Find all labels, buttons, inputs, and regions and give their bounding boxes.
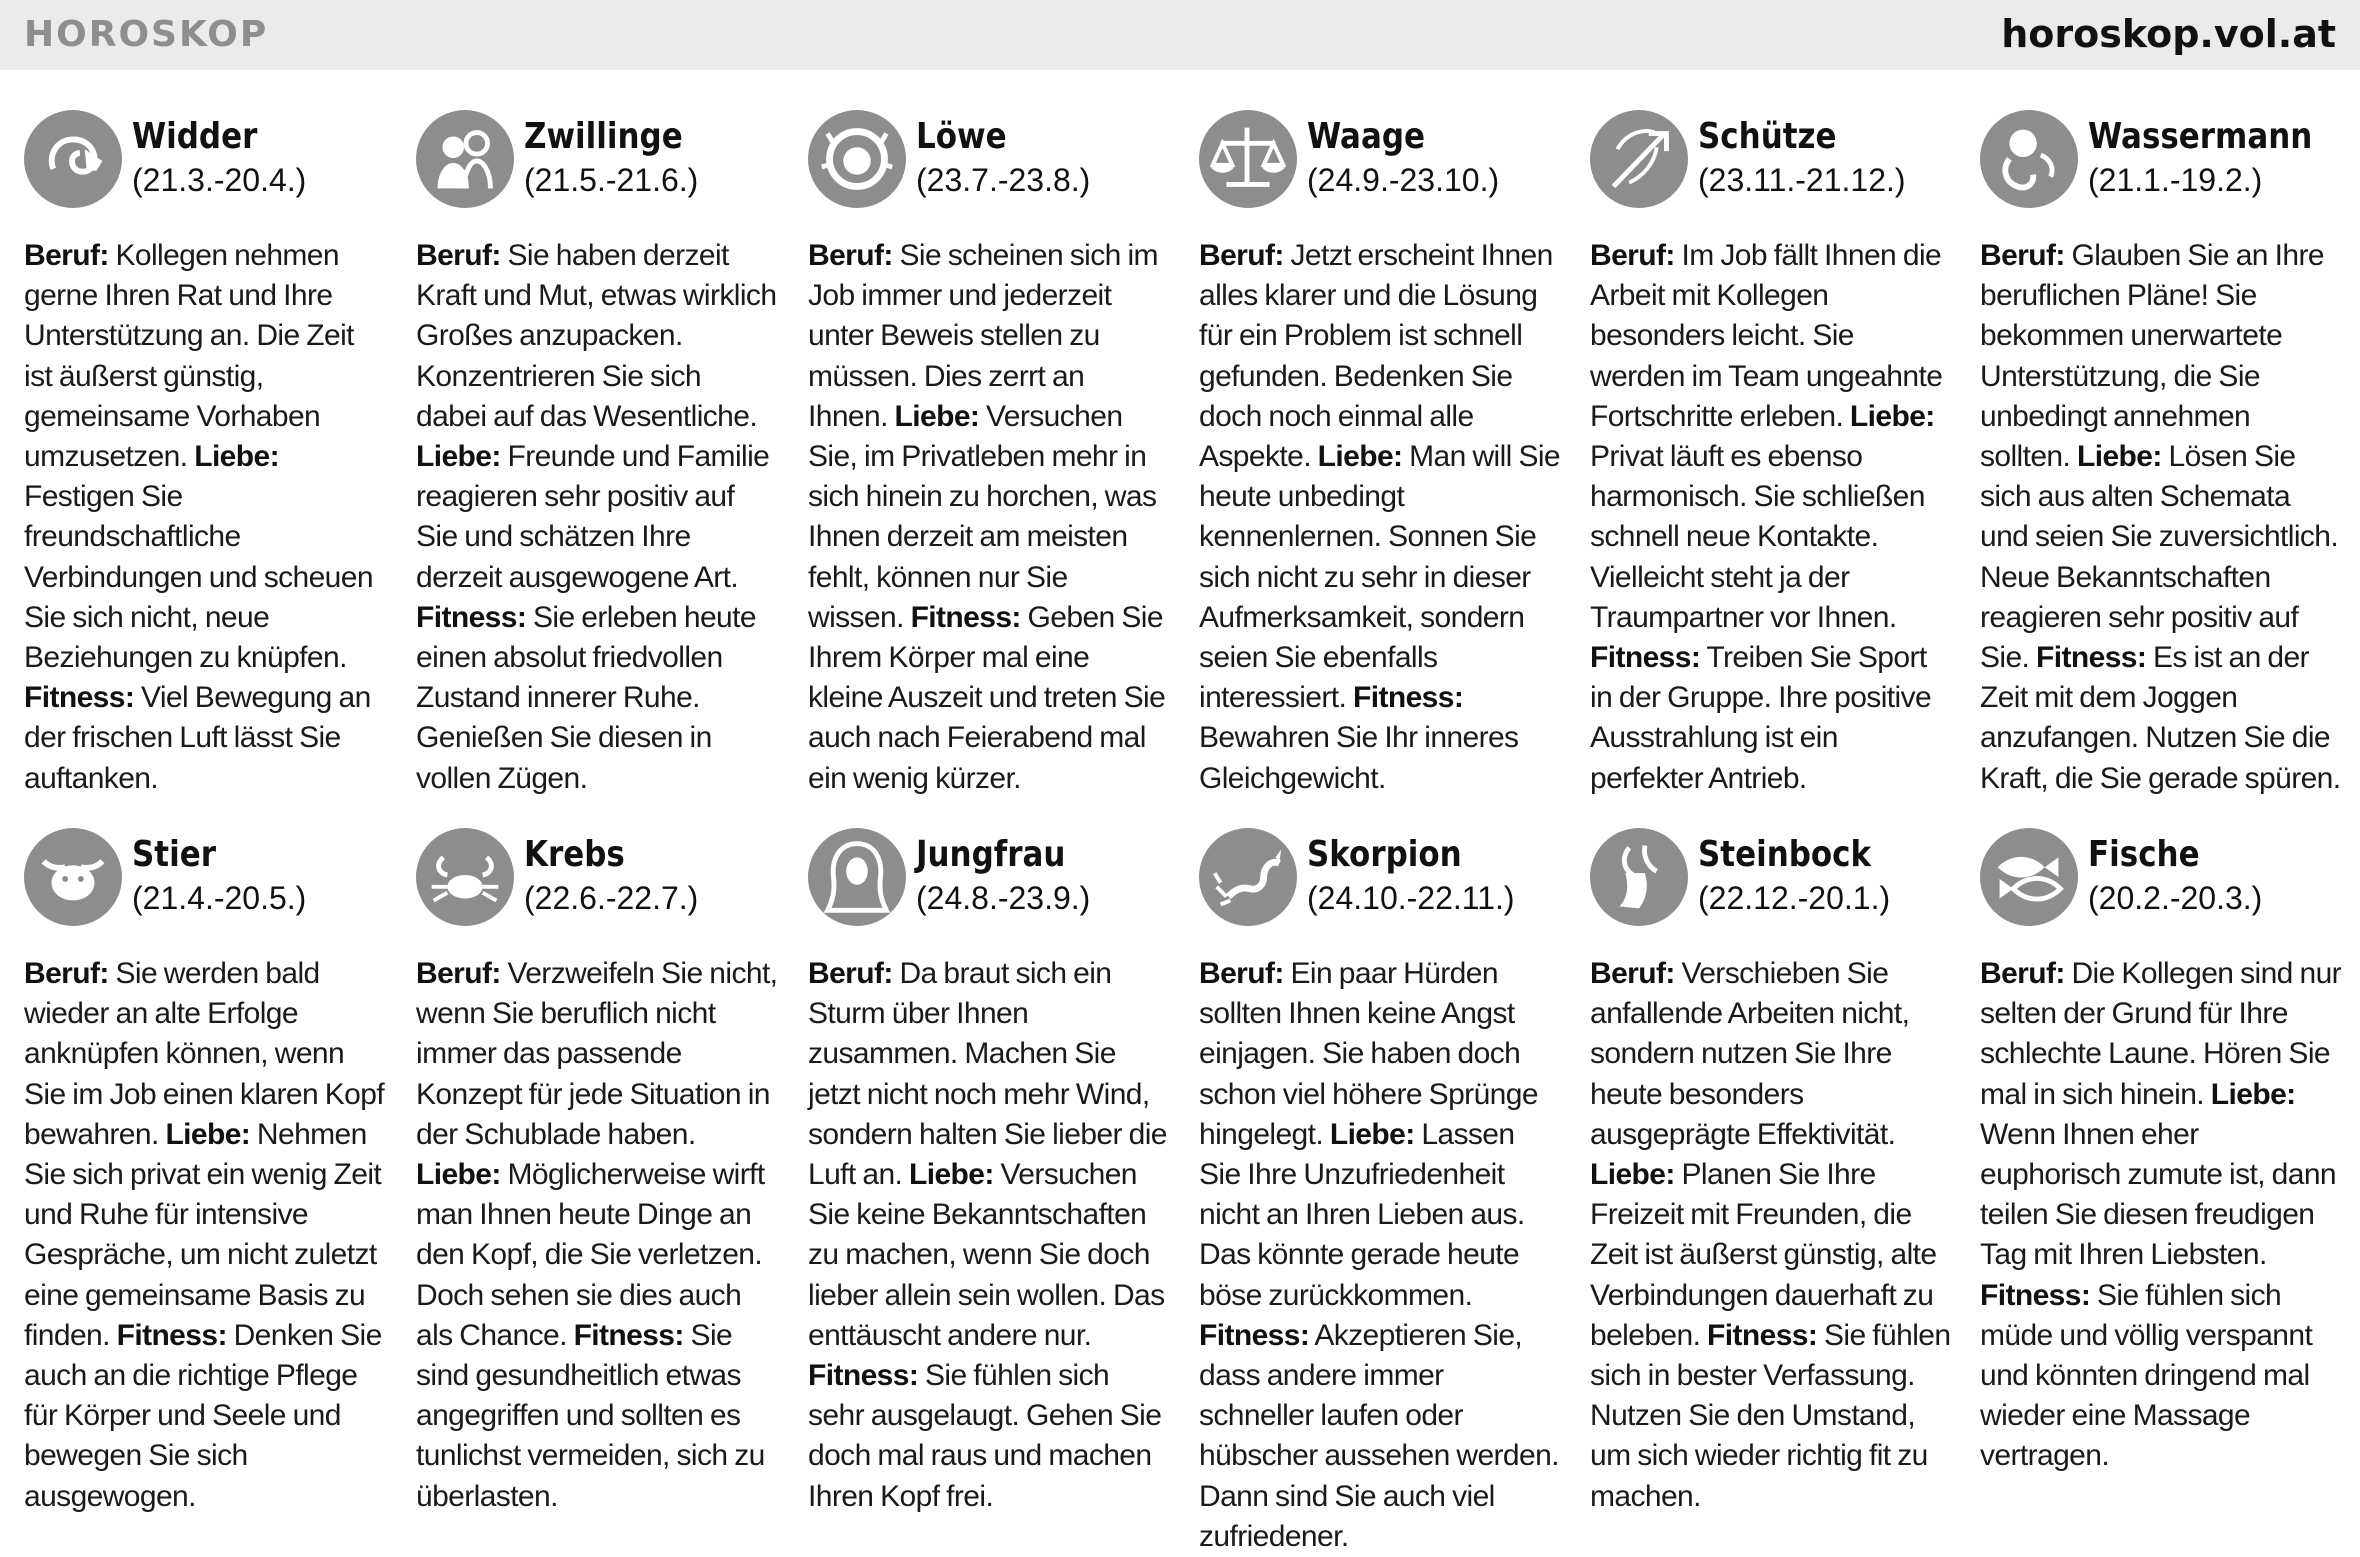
site-url[interactable]: horoskop.vol.at [2001, 12, 2336, 56]
section-text: Nehmen Sie sich privat ein wenig Zeit und Ruhe für intensive Gespräche, um nicht zuletzt eine gemeinsame Basis zu finden. [24, 1117, 382, 1352]
sign-dates: (20.2.-20.3.) [2088, 880, 2263, 916]
water-bearer-icon [1980, 110, 2078, 208]
horoscope-text [1590, 236, 1952, 799]
sign-dates: (23.11.-21.12.) [1698, 162, 1906, 198]
card-head [1199, 110, 1561, 214]
sign-dates: (22.12.-20.1.) [1698, 880, 1891, 916]
section-label: Liebe: [909, 1158, 994, 1192]
sign-dates: (24.8.-23.9.) [916, 880, 1091, 916]
section-text: Geben Sie Ihrem Körper mal eine kleine Auszeit und treten Sie auch nach Feierabend mal ein wenig kürzer. [808, 600, 1166, 795]
section-text: Festigen Sie freundschaftliche Verbindungen und scheuen Sie sich nicht, neue Beziehungen zu knüpfen. [24, 480, 373, 675]
sign-name: Steinbock [1698, 834, 1872, 875]
section-text: Viel Bewegung an der frischen Luft lässt Sie auftanken. [24, 681, 371, 795]
section-label: Beruf: [24, 957, 109, 990]
card-head [808, 110, 1170, 214]
sign-name: Waage [1307, 116, 1425, 157]
section-label: Beruf: [24, 239, 109, 272]
sign-dates: (21.5.-21.6.) [524, 162, 699, 198]
section-label: Liebe: [1317, 440, 1403, 474]
virgin-icon-glyph [808, 828, 906, 926]
horoscope-card-krebs [416, 828, 778, 1517]
section-label: Fitness: [1980, 1278, 2091, 1312]
water-bearer-icon-glyph [1980, 110, 2078, 208]
section-text: Im Job fällt Ihnen die Arbeit mit Kollegen besonders leicht. Sie werden im Team ungeahnte Fortschritte erleben. [1590, 239, 1943, 433]
ram-icon [24, 110, 122, 208]
sign-dates: (21.4.-20.5.) [132, 880, 307, 916]
section-text: Lösen Sie sich aus alten Schemata und seien Sie zuversichtlich. Neue Bekanntschaften reagieren sehr positiv auf Sie. [1980, 440, 2339, 675]
crab-icon [416, 828, 514, 926]
card-head [24, 828, 386, 932]
section-label: Beruf: [1980, 239, 2065, 272]
horoscope-text [1199, 954, 1561, 1557]
section-label: Fitness: [24, 681, 135, 715]
section-text: Sie fühlen sich in bester Verfassung. Nutzen Sie den Umstand, um sich wieder richtig fit zu machen. [1590, 1318, 1951, 1513]
section-label: Fitness: [2036, 641, 2147, 675]
section-label: Liebe: [1590, 1158, 1675, 1192]
section-label: Liebe: [416, 1158, 501, 1192]
section-text: Kollegen nehmen gerne Ihren Rat und Ihre Unterstützung an. Die Zeit ist äußerst günstig, gemeinsame Vorhaben umzusetzen. [24, 239, 354, 474]
section-label: Beruf: [416, 239, 501, 272]
sign-name: Stier [132, 834, 216, 875]
section-text: Sie erleben heute einen absolut friedvollen Zustand innerer Ruhe. Genießen Sie diesen in vollen Zügen. [416, 600, 756, 795]
horoscope-card-waage [1199, 110, 1561, 799]
lion-icon-glyph [808, 110, 906, 208]
archer-icon-glyph [1590, 110, 1688, 208]
section-text: Verzweifeln Sie nicht, wenn Sie beruflich nicht immer das passende Konzept für jede Situation in der Schublade haben. [416, 957, 778, 1151]
fish-icon [1980, 828, 2078, 926]
section-label: Fitness: [416, 600, 527, 634]
section-label: Fitness: [910, 600, 1021, 634]
horoscope-text [808, 236, 1170, 799]
section-label: Beruf: [808, 957, 893, 990]
horoscope-card-widder [24, 110, 386, 799]
horoscope-text [1590, 954, 1952, 1517]
section-text: Die Kollegen sind nur selten der Grund für Ihre schlechte Laune. Hören Sie mal in sich hinein. [1980, 957, 2342, 1111]
section-text: Jetzt erscheint Ihnen alles klarer und die Lösung für ein Problem ist schnell gefunden. Bedenken Sie doch noch einmal alle Aspekte. [1199, 239, 1553, 474]
section-text: Versuchen Sie, im Privatleben mehr in sich hinein zu horchen, was Ihnen derzeit am meisten fehlt, können nur Sie wissen. [808, 399, 1157, 634]
scorpion-icon [1199, 828, 1297, 926]
section-text: Sie fühlen sich müde und völlig verspannt und könnten dringend mal wieder eine Massage vertragen. [1980, 1278, 2313, 1473]
section-text: Akzeptieren Sie, dass andere immer schneller laufen oder hübscher aussehen werden. Dann sind Sie auch viel zufriedener. [1199, 1318, 1559, 1553]
sign-name: Fische [2088, 834, 2200, 875]
section-text: Ein paar Hürden sollten Ihnen keine Angst einjagen. Sie haben doch schon viel höhere Sprünge hingelegt. [1199, 957, 1538, 1151]
sign-name: Zwillinge [524, 116, 683, 157]
section-label: Beruf: [416, 957, 501, 990]
horoscope-text [1199, 236, 1561, 799]
horoscope-text [24, 954, 386, 1517]
section-label: Fitness: [573, 1318, 684, 1352]
horoscope-card-stier [24, 828, 386, 1517]
section-label: Liebe: [1329, 1117, 1415, 1151]
horoscope-card-skorpion [1199, 828, 1561, 1557]
sign-dates: (21.3.-20.4.) [132, 162, 307, 198]
page-header [0, 0, 2360, 70]
card-head [1980, 828, 2342, 932]
ram-icon-glyph [24, 110, 122, 208]
sign-name: Krebs [524, 834, 625, 875]
section-label: Fitness: [1707, 1318, 1818, 1352]
sign-name: Widder [132, 116, 258, 157]
section-text: Denken Sie auch an die richtige Pflege für Körper und Seele und bewegen Sie sich ausgewogen. [24, 1318, 382, 1513]
section-text: Treiben Sie Sport in der Gruppe. Ihre positive Ausstrahlung ist ein perfekter Antrieb. [1590, 641, 1932, 795]
section-text: Da braut sich ein Sturm über Ihnen zusammen. Machen Sie jetzt nicht noch mehr Wind, sondern halten Sie lieber die Luft an. [808, 957, 1167, 1192]
card-head [808, 828, 1170, 932]
section-text: Sie werden bald wieder an alte Erfolge anknüpfen können, wenn Sie im Job einen klaren Kopf bewahren. [24, 957, 385, 1151]
horoscope-text [1980, 236, 2342, 799]
bull-icon-glyph [24, 828, 122, 926]
section-text: Möglicherweise wirft man Ihnen heute Dinge an den Kopf, die Sie verletzen. Doch sehen sie dies auch als Chance. [416, 1158, 765, 1352]
twins-icon-glyph [416, 110, 514, 208]
section-label: Beruf: [1199, 957, 1284, 990]
section-text: Privat läuft es ebenso harmonisch. Sie schließen schnell neue Kontakte. Vielleicht steht ja der Traumpartner vor Ihnen. [1590, 440, 1925, 634]
horoscope-text [1980, 954, 2342, 1477]
section-label: Beruf: [1590, 239, 1675, 272]
section-label: Fitness: [1199, 1318, 1310, 1352]
sign-name: Wassermann [2088, 116, 2313, 157]
section-label: Beruf: [1590, 957, 1675, 990]
sign-name: Skorpion [1307, 834, 1462, 875]
section-label: Beruf: [1199, 239, 1284, 272]
section-label: Fitness: [116, 1318, 227, 1352]
sign-dates: (24.10.-22.11.) [1307, 880, 1515, 916]
sign-dates: (24.9.-23.10.) [1307, 162, 1500, 198]
section-label: Beruf: [808, 239, 893, 272]
section-text: Planen Sie Ihre Freizeit mit Freunden, die Zeit ist äußerst günstig, alte Verbindungen dauerhaft zu beleben. [1590, 1158, 1937, 1352]
sign-name: Jungfrau [916, 834, 1066, 875]
section-label: Liebe: [2210, 1077, 2296, 1111]
bull-icon [24, 828, 122, 926]
card-head [1199, 828, 1561, 932]
scales-icon-glyph [1199, 110, 1297, 208]
card-head [1590, 828, 1952, 932]
section-text: Sie sind gesundheitlich etwas angegriffen und sollten es tunlichst vermeiden, sich zu überlasten. [416, 1318, 765, 1513]
section-label: Beruf: [1980, 957, 2065, 990]
twins-icon [416, 110, 514, 208]
section-text: Man will Sie heute unbedingt kennenlernen. Sonnen Sie sich nicht zu sehr in dieser Aufmerksamkeit, sondern seien Sie ebenfalls interessiert. [1199, 440, 1561, 715]
section-label: Fitness: [1353, 681, 1464, 715]
scales-icon [1199, 110, 1297, 208]
section-title: HOROSKOP [24, 14, 269, 55]
sign-name: Löwe [916, 116, 1007, 157]
section-text: Freunde und Familie reagieren sehr positiv auf Sie und schätzen Ihre derzeit ausgewogene Art. [416, 440, 770, 594]
section-text: Bewahren Sie Ihr inneres Gleichgewicht. [1199, 721, 1519, 795]
section-label: Liebe: [894, 399, 980, 433]
section-label: Liebe: [194, 440, 279, 474]
section-label: Liebe: [2077, 440, 2162, 474]
section-text: Verschieben Sie anfallende Arbeiten nicht, sondern nutzen Sie Ihre heute besonders ausgeprägte Effektivität. [1590, 957, 1910, 1151]
section-label: Liebe: [165, 1117, 251, 1151]
virgin-icon [808, 828, 906, 926]
section-label: Liebe: [1849, 399, 1935, 433]
horoscope-card-loewe [808, 110, 1170, 799]
horoscope-text [416, 954, 778, 1517]
lion-icon [808, 110, 906, 208]
sign-dates: (22.6.-22.7.) [524, 880, 699, 916]
goat-icon [1590, 828, 1688, 926]
card-head [24, 110, 386, 214]
section-text: Sie scheinen sich im Job immer und jederzeit unter Beweis stellen zu müssen. Dies zerrt an Ihnen. [808, 239, 1158, 433]
section-text: Glauben Sie an Ihre beruflichen Pläne! Sie bekommen unerwartete Unterstützung, die Sie unbedingt annehmen sollten. [1980, 239, 2324, 474]
horoscope-card-schuetze [1590, 110, 1952, 799]
scorpion-icon-glyph [1199, 828, 1297, 926]
horoscope-card-zwillinge [416, 110, 778, 799]
section-text: Sie fühlen sich sehr ausgelaugt. Gehen Sie doch mal raus und machen Ihren Kopf frei. [808, 1359, 1162, 1513]
archer-icon [1590, 110, 1688, 208]
section-text: Versuchen Sie keine Bekanntschaften zu machen, wenn Sie doch lieber allein sein wollen. Das enttäuscht andere nur. [808, 1158, 1165, 1352]
horoscope-card-fische [1980, 828, 2342, 1477]
section-text: Wenn Ihnen eher euphorisch zumute ist, dann teilen Sie diesen freudigen Tag mit Ihren Liebsten. [1980, 1117, 2337, 1272]
horoscope-card-jungfrau [808, 828, 1170, 1517]
section-text: Sie haben derzeit Kraft und Mut, etwas wirklich Großes anzupacken. Konzentrieren Sie sich dabei auf das Wesentliche. [416, 239, 777, 433]
horoscope-card-wassermann [1980, 110, 2342, 799]
horoscope-text [24, 236, 386, 799]
section-text: Lassen Sie Ihre Unzufriedenheit nicht an Ihren Lieben aus. Das könnte gerade heute böse zurückkommen. [1199, 1117, 1525, 1312]
card-head [1590, 110, 1952, 214]
section-text: Es ist an der Zeit mit dem Joggen anzufangen. Nutzen Sie die Kraft, die Sie gerade spüren. [1980, 641, 2341, 795]
card-head [1980, 110, 2342, 214]
section-label: Fitness: [808, 1359, 919, 1393]
fish-icon-glyph [1980, 828, 2078, 926]
goat-icon-glyph [1590, 828, 1688, 926]
horoscope-text [808, 954, 1170, 1517]
section-label: Fitness: [1590, 641, 1701, 675]
section-label: Liebe: [416, 440, 501, 474]
horoscope-text [416, 236, 778, 799]
sign-dates: (21.1.-19.2.) [2088, 162, 2263, 198]
card-head [416, 828, 778, 932]
horoscope-card-steinbock [1590, 828, 1952, 1517]
card-head [416, 110, 778, 214]
sign-dates: (23.7.-23.8.) [916, 162, 1091, 198]
sign-name: Schütze [1698, 116, 1837, 157]
crab-icon-glyph [416, 828, 514, 926]
